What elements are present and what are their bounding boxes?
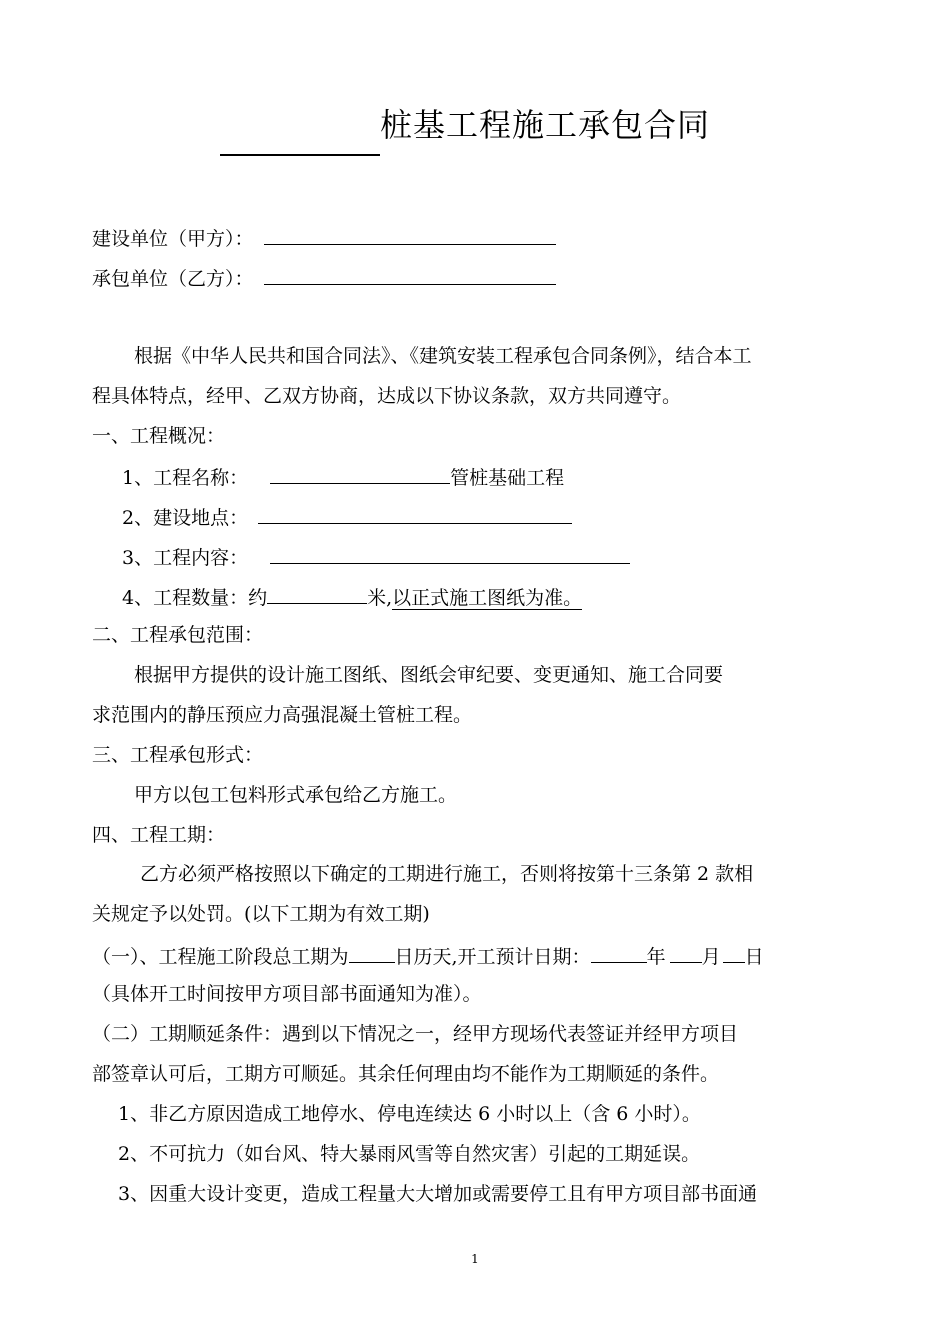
schedule-total-label: （一）、工程施工阶段总工期为 bbox=[92, 946, 349, 968]
item-1-label: 1、工程名称： bbox=[122, 467, 249, 489]
party-b-blank bbox=[264, 264, 556, 285]
schedule-year-label: 年 bbox=[646, 946, 666, 968]
item-4-note: 以正式施工图纸为准。 bbox=[392, 587, 583, 609]
item-4-blank bbox=[267, 583, 367, 604]
condition-2: 2、不可抗力（如台风、特大暴雨风雪等自然灾害）引起的工期延误。 bbox=[118, 1143, 701, 1165]
page-number: 1 bbox=[471, 1252, 479, 1266]
item-3-line bbox=[122, 543, 630, 570]
item-4-line bbox=[122, 583, 582, 610]
party-a-line bbox=[92, 224, 556, 251]
party-b-line bbox=[92, 264, 556, 291]
contract-title: 桩基工程施工承包合同 bbox=[380, 106, 711, 144]
schedule-day-label: 日 bbox=[744, 946, 764, 968]
party-a-label: 建设单位（甲方）： bbox=[92, 228, 254, 250]
section-2-heading: 二、工程承包范围： bbox=[92, 624, 264, 646]
item-3-label: 3、工程内容： bbox=[122, 547, 249, 569]
section-4-line-2: 关规定予以处罚。(以下工期为有效工期) bbox=[92, 903, 430, 925]
section-2-line-2: 求范围内的静压预应力高强混凝土管桩工程。 bbox=[92, 704, 473, 726]
schedule-line bbox=[92, 942, 764, 969]
preamble-line-1: 根据《中华人民共和国合同法》、《建筑安装工程承包合同条例》，结合本工 bbox=[134, 345, 752, 367]
item-2-blank bbox=[258, 503, 572, 524]
condition-1: 1、非乙方原因造成工地停水、停电连续达 6 小时以上（含 6 小时）。 bbox=[118, 1103, 701, 1125]
title-blank-line bbox=[220, 154, 380, 156]
item-1-blank bbox=[270, 463, 450, 484]
item-1-value: 管桩基础工程 bbox=[450, 467, 565, 489]
schedule-month-blank bbox=[670, 942, 702, 963]
extension-line-2: 部签章认可后，工期方可顺延。其余任何理由均不能作为工期顺延的条件。 bbox=[92, 1063, 720, 1085]
schedule-year-blank bbox=[591, 942, 647, 963]
schedule-start-label: 日历天,开工预计日期： bbox=[394, 946, 591, 968]
section-3-heading: 三、工程承包形式： bbox=[92, 744, 264, 766]
extension-line-1: （二）工期顺延条件：遇到以下情况之一，经甲方现场代表签证并经甲方项目 bbox=[92, 1023, 739, 1045]
schedule-month-label: 月 bbox=[701, 946, 721, 968]
party-b-label: 承包单位（乙方）： bbox=[92, 268, 254, 290]
schedule-day-blank bbox=[723, 942, 745, 963]
item-4-label: 4、工程数量：约 bbox=[122, 587, 268, 609]
party-a-blank bbox=[264, 224, 556, 245]
section-3-line-1: 甲方以包工包料形式承包给乙方施工。 bbox=[134, 784, 458, 806]
section-4-line-1: 乙方必须严格按照以下确定的工期进行施工，否则将按第十三条第 2 款相 bbox=[140, 863, 754, 885]
section-2-line-1: 根据甲方提供的设计施工图纸、图纸会审纪要、变更通知、施工合同要 bbox=[134, 664, 724, 686]
item-3-blank bbox=[270, 543, 630, 564]
schedule-days-blank bbox=[349, 942, 395, 963]
item-2-line bbox=[122, 503, 572, 530]
section-1-heading: 一、工程概况： bbox=[92, 425, 226, 447]
item-1-line bbox=[122, 463, 564, 490]
item-4-unit: 米, bbox=[367, 587, 393, 609]
preamble-line-2: 程具体特点，经甲、乙双方协商，达成以下协议条款，双方共同遵守。 bbox=[92, 385, 682, 407]
condition-3: 3、因重大设计变更，造成工程量大大增加或需要停工且有甲方项目部书面通 bbox=[118, 1183, 758, 1205]
schedule-note: （具体开工时间按甲方项目部书面通知为准）。 bbox=[92, 983, 482, 1005]
item-2-label: 2、建设地点： bbox=[122, 507, 249, 529]
section-4-heading: 四、工程工期： bbox=[92, 824, 226, 846]
